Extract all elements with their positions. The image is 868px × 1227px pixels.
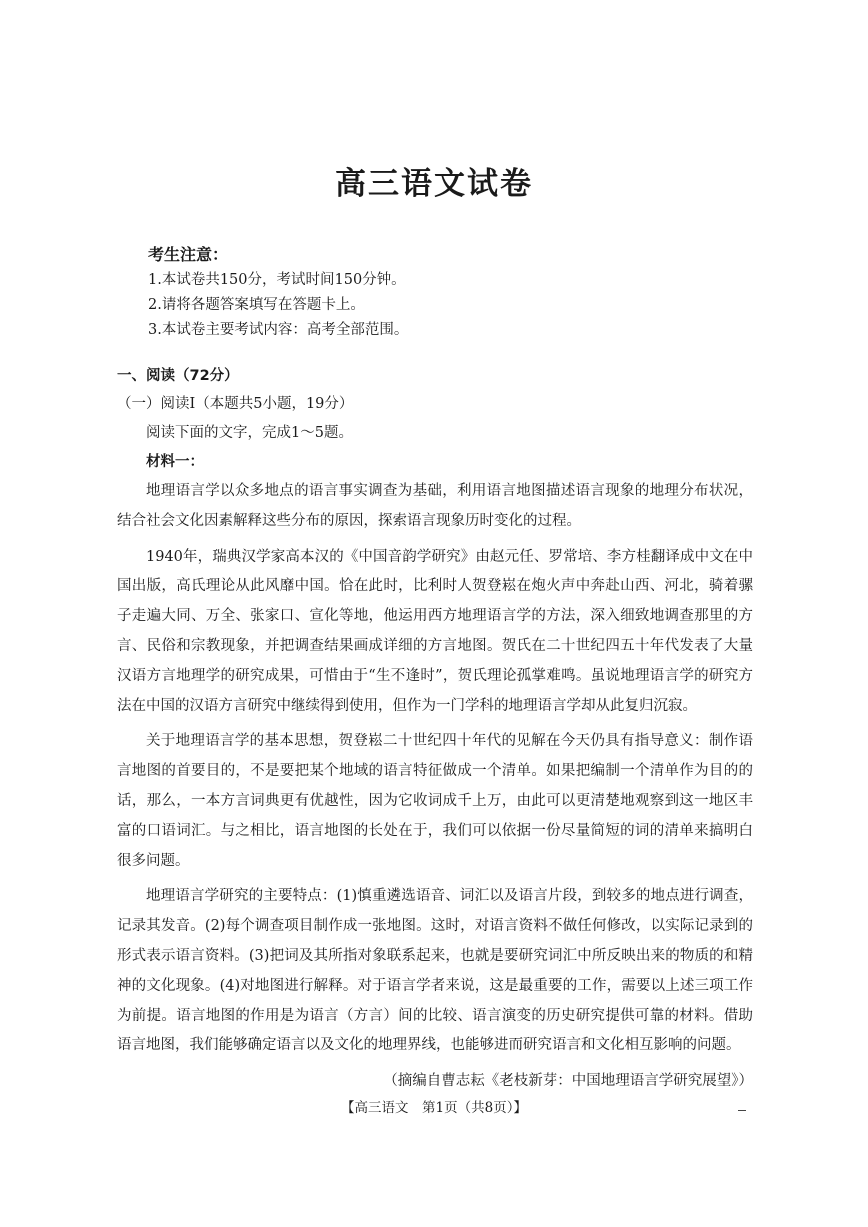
notice-item-2: 2.请将各题答案填写在答题卡上。 bbox=[148, 297, 365, 313]
section-heading: 一、阅读（72分） bbox=[117, 368, 239, 384]
reading-section bbox=[117, 362, 753, 1096]
notice-item-3: 3.本试卷主要考试内容：高考全部范围。 bbox=[148, 322, 409, 338]
material-paragraph-2: 1940年，瑞典汉学家高本汉的《中国音韵学研究》由赵元任、罗常培、李方桂翻译成中文在中国出版，高氏理论从此风靡中国。恰在此时，比利时人贺登崧在炮火声中奔赴山西、河北，骑着骡子走遍大同、万全、张家口、宣化等地，他运用西方地理语言学的方法，深入细致地调查那里的方言、民俗和宗教现象，并把调查结果画成详细的方言地图。贺氏在二十世纪四五十年代发表了大量汉语方言地理学的研究成果，可惜由于“生不逢时”，贺氏理论孤掌难鸣。虽说地理语言学的研究方法在中国的汉语方言研究中继续得到使用，但作为一门学科的地理语言学却从此复归沉寂。 bbox=[117, 548, 753, 714]
footer-mark bbox=[738, 1110, 746, 1111]
page-footer: 【高三语文 第1页（共8页）】 bbox=[341, 1100, 527, 1116]
material-paragraph-1: 地理语言学以众多地点的语言事实调查为基础，利用语言地图描述语言现象的地理分布状况，结合社会文化因素解释这些分布的原因，探索语言现象历时变化的过程。 bbox=[117, 483, 753, 529]
reading-instruction: 阅读下面的文字，完成1～5题。 bbox=[146, 425, 353, 441]
material-label: 材料一： bbox=[146, 454, 204, 470]
candidate-notice bbox=[148, 242, 748, 343]
exam-title: 高三语文试卷 bbox=[335, 166, 533, 202]
notice-item-1: 1.本试卷共150分，考试时间150分钟。 bbox=[148, 272, 406, 288]
material-paragraph-3: 关于地理语言学的基本思想，贺登崧二十世纪四十年代的见解在今天仍具有指导意义：制作语言地图的首要目的，不是要把某个地域的语言特征做成一个清单。如果把编制一个清单作为目的的话，那么，一本方言词典更有优越性，因为它收词成千上万，由此可以更清楚地观察到这一地区丰富的口语词汇。与之相比，语言地图的长处在于，我们可以依据一份尽量简短的词的清单来搞明白很多问题。 bbox=[117, 733, 753, 869]
material-source: （摘编自曹志耘《老枝新芽：中国地理语言学研究展望》） bbox=[383, 1073, 753, 1090]
notice-heading: 考生注意： bbox=[148, 245, 229, 264]
material-paragraph-4: 地理语言学研究的主要特点：(1)慎重遴选语音、词汇以及语言片段，到较多的地点进行调查，记录其发音。(2)每个调查项目制作成一张地图。这时，对语言资料不做任何修改，以实际记录到的形式表示语言资料。(3)把词及其所指对象联系起来，也就是要研究词汇中所反映出来的物质的和精神的文化现象。(4)对地图进行解释。对于语言学者来说，这是最重要的工作，需要以上述三项工作为前提。语言地图的作用是为语言（方言）间的比较、语言演变的历史研究提供可靠的材料。借助语言地图，我们能够确定语言以及文化的地理界线，也能够进而研究语言和文化相互影响的问题。 bbox=[117, 888, 753, 1054]
section-subheading: （一）阅读Ⅰ（本题共5小题，19分） bbox=[117, 396, 354, 412]
